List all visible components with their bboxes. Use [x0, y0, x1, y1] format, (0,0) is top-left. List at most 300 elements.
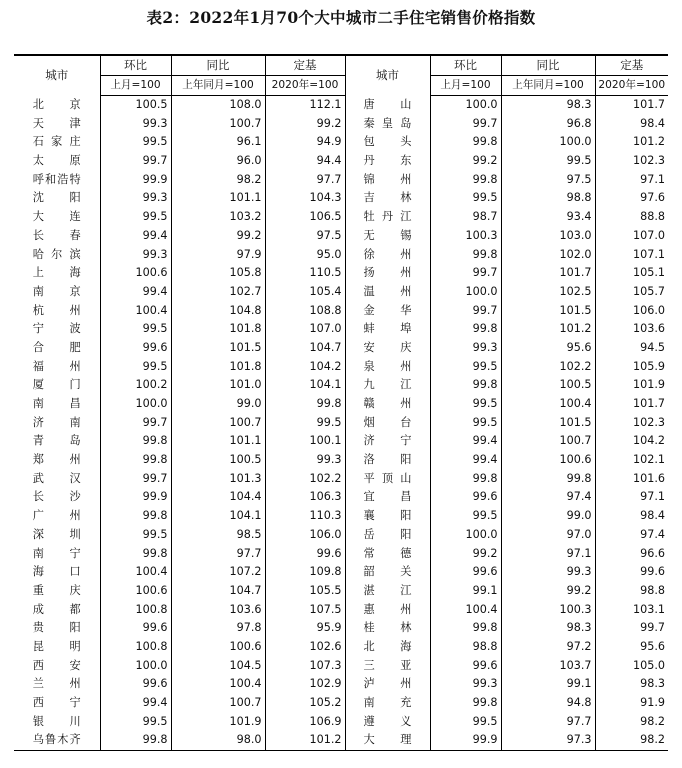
mom-cell: 100.3 [430, 227, 501, 246]
mom-cell: 99.8 [100, 545, 171, 564]
table-row [14, 302, 668, 321]
city-name: 南宁 [32, 546, 81, 560]
yoy-cell: 101.1 [171, 189, 265, 208]
base-cell: 98.8 [595, 582, 668, 601]
city-name: 重庆 [32, 583, 81, 597]
yoy-cell: 101.0 [171, 376, 265, 395]
city-cell [345, 283, 430, 302]
yoy-cell: 95.6 [501, 339, 595, 358]
city-cell [14, 133, 100, 152]
yoy-cell: 103.6 [171, 601, 265, 620]
mom-cell: 98.8 [430, 638, 501, 657]
mom-cell: 99.5 [430, 713, 501, 732]
mom-cell: 99.1 [430, 582, 501, 601]
city-name: 福州 [32, 359, 81, 373]
city-cell [14, 283, 100, 302]
yoy-header: 同比 [501, 55, 595, 76]
mom-cell: 99.5 [100, 320, 171, 339]
base-cell: 97.6 [595, 189, 668, 208]
city-cell [345, 414, 430, 433]
yoy-cell: 97.7 [501, 713, 595, 732]
subheader-row [14, 76, 668, 96]
base-cell: 99.6 [595, 563, 668, 582]
base-cell: 102.9 [265, 675, 345, 694]
base-cell: 102.3 [595, 414, 668, 433]
city-name: 哈尔滨 [32, 247, 81, 261]
city-name: 唐山 [363, 97, 412, 111]
city-cell [345, 582, 430, 601]
base-cell: 105.4 [265, 283, 345, 302]
city-name: 杭州 [32, 303, 81, 317]
city-name: 贵阳 [32, 621, 81, 635]
mom-cell: 99.4 [430, 451, 501, 470]
mom-cell: 99.9 [430, 731, 501, 750]
table-row [14, 171, 668, 190]
base-cell: 99.5 [265, 414, 345, 433]
base-cell: 101.6 [595, 470, 668, 489]
yoy-cell: 101.2 [501, 320, 595, 339]
table-row [14, 657, 668, 676]
base-cell: 99.3 [265, 451, 345, 470]
mom-cell: 100.8 [100, 638, 171, 657]
city-name: 韶关 [363, 565, 412, 579]
city-cell [345, 264, 430, 283]
city-name: 丹东 [363, 154, 412, 168]
city-cell [14, 264, 100, 283]
city-name: 吉林 [363, 191, 412, 205]
city-name: 包头 [363, 135, 412, 149]
yoy-cell: 97.0 [501, 526, 595, 545]
city-cell [345, 713, 430, 732]
mom-cell: 99.5 [100, 713, 171, 732]
base-cell: 102.1 [595, 451, 668, 470]
base-cell: 109.8 [265, 563, 345, 582]
city-cell [14, 638, 100, 657]
city-name: 金华 [363, 303, 412, 317]
base-cell: 97.1 [595, 171, 668, 190]
mom-cell: 99.8 [430, 470, 501, 489]
city-name: 郑州 [32, 453, 81, 467]
mom-cell: 99.7 [100, 414, 171, 433]
base-header: 定基 [595, 55, 668, 76]
yoy-cell: 103.2 [171, 208, 265, 227]
table-row [14, 115, 668, 134]
table-row [14, 96, 668, 115]
yoy-cell: 100.7 [171, 414, 265, 433]
city-cell [345, 488, 430, 507]
mom-cell: 99.7 [100, 152, 171, 171]
base-cell: 106.5 [265, 208, 345, 227]
yoy-cell: 99.3 [501, 563, 595, 582]
city-name: 西安 [32, 658, 81, 672]
mom-cell: 99.8 [430, 694, 501, 713]
table-row [14, 451, 668, 470]
city-name: 桂林 [363, 621, 412, 635]
mom-cell: 99.5 [100, 133, 171, 152]
mom-cell: 99.5 [100, 526, 171, 545]
table-row [14, 601, 668, 620]
mom-cell: 99.4 [430, 432, 501, 451]
mom-cell: 100.0 [100, 395, 171, 414]
city-name: 遵义 [363, 714, 412, 728]
base-cell: 103.6 [595, 320, 668, 339]
base-cell: 103.1 [595, 601, 668, 620]
city-name: 秦皇岛 [363, 116, 412, 130]
base-cell: 101.7 [595, 395, 668, 414]
base-cell: 95.0 [265, 246, 345, 265]
city-cell [345, 246, 430, 265]
base-cell: 102.3 [595, 152, 668, 171]
city-cell [14, 115, 100, 134]
city-cell [14, 619, 100, 638]
base-header: 定基 [265, 55, 345, 76]
base-cell: 94.5 [595, 339, 668, 358]
mom-subheader: 上月=100 [430, 76, 501, 96]
yoy-cell: 101.8 [171, 320, 265, 339]
yoy-cell: 102.0 [501, 246, 595, 265]
yoy-cell: 101.8 [171, 358, 265, 377]
yoy-cell: 104.5 [171, 657, 265, 676]
city-name: 海口 [32, 565, 81, 579]
mom-cell: 99.2 [430, 152, 501, 171]
mom-cell: 100.4 [100, 563, 171, 582]
city-cell [345, 115, 430, 134]
base-cell: 99.8 [265, 395, 345, 414]
base-cell: 106.9 [265, 713, 345, 732]
mom-cell: 99.8 [430, 171, 501, 190]
city-name: 长沙 [32, 490, 81, 504]
city-name: 天津 [32, 116, 81, 130]
city-cell [345, 675, 430, 694]
city-name: 锦州 [363, 172, 412, 186]
city-cell [345, 694, 430, 713]
mom-cell: 100.8 [100, 601, 171, 620]
city-cell [345, 133, 430, 152]
base-cell: 97.5 [265, 227, 345, 246]
city-name: 襄阳 [363, 509, 412, 523]
table-row [14, 470, 668, 489]
city-cell [345, 451, 430, 470]
city-name: 徐州 [363, 247, 412, 261]
yoy-cell: 97.5 [501, 171, 595, 190]
city-cell [14, 470, 100, 489]
city-cell [14, 563, 100, 582]
base-cell: 107.1 [595, 246, 668, 265]
header-row [14, 55, 668, 76]
base-cell: 105.9 [595, 358, 668, 377]
city-name: 九江 [363, 378, 412, 392]
city-name: 牡丹江 [363, 210, 412, 224]
mom-cell: 99.9 [100, 171, 171, 190]
city-cell [345, 432, 430, 451]
table-row [14, 619, 668, 638]
table-row [14, 227, 668, 246]
base-cell: 99.2 [265, 115, 345, 134]
mom-cell: 100.0 [430, 283, 501, 302]
table-row [14, 731, 668, 750]
mom-cell: 99.8 [430, 133, 501, 152]
city-name: 南京 [32, 284, 81, 298]
city-cell [14, 545, 100, 564]
base-cell: 105.7 [595, 283, 668, 302]
yoy-cell: 101.7 [501, 264, 595, 283]
base-cell: 101.7 [595, 96, 668, 115]
base-cell: 88.8 [595, 208, 668, 227]
city-name: 青岛 [32, 434, 81, 448]
base-cell: 105.0 [595, 657, 668, 676]
yoy-cell: 101.9 [171, 713, 265, 732]
yoy-cell: 100.5 [501, 376, 595, 395]
yoy-cell: 108.0 [171, 96, 265, 115]
yoy-cell: 97.3 [501, 731, 595, 750]
city-cell [345, 526, 430, 545]
table-row [14, 545, 668, 564]
base-cell: 105.2 [265, 694, 345, 713]
yoy-subheader: 上年同月=100 [171, 76, 265, 96]
base-cell: 102.2 [265, 470, 345, 489]
base-cell: 100.1 [265, 432, 345, 451]
city-cell [14, 601, 100, 620]
yoy-cell: 102.2 [501, 358, 595, 377]
yoy-header: 同比 [171, 55, 265, 76]
city-name: 沈阳 [32, 191, 81, 205]
table-row [14, 208, 668, 227]
yoy-cell: 100.4 [501, 395, 595, 414]
table-row [14, 694, 668, 713]
city-cell [345, 376, 430, 395]
mom-cell: 99.6 [100, 339, 171, 358]
city-name: 太原 [32, 154, 81, 168]
base-cell: 94.9 [265, 133, 345, 152]
yoy-cell: 99.2 [171, 227, 265, 246]
yoy-cell: 103.7 [501, 657, 595, 676]
yoy-cell: 98.8 [501, 189, 595, 208]
city-name: 温州 [363, 284, 412, 298]
city-cell [14, 152, 100, 171]
mom-cell: 99.8 [430, 320, 501, 339]
yoy-cell: 104.7 [171, 582, 265, 601]
city-cell [345, 320, 430, 339]
table-title: 表2：2022年1月70个大中城市二手住宅销售价格指数 [146, 8, 536, 27]
mom-cell: 100.6 [100, 264, 171, 283]
mom-cell: 99.3 [100, 189, 171, 208]
yoy-cell: 101.5 [501, 302, 595, 321]
base-subheader: 2020年=100 [595, 76, 668, 96]
table-row [14, 339, 668, 358]
base-cell: 104.1 [265, 376, 345, 395]
city-cell [345, 619, 430, 638]
mom-cell: 99.6 [100, 619, 171, 638]
table-row [14, 432, 668, 451]
city-cell [14, 171, 100, 190]
city-name: 无锡 [363, 228, 412, 242]
mom-cell: 99.8 [430, 619, 501, 638]
mom-cell: 100.5 [100, 96, 171, 115]
table-row [14, 488, 668, 507]
yoy-cell: 97.9 [171, 246, 265, 265]
mom-cell: 99.8 [100, 731, 171, 750]
base-cell: 101.2 [595, 133, 668, 152]
city-name: 武汉 [32, 471, 81, 485]
city-cell [14, 694, 100, 713]
yoy-cell: 98.0 [171, 731, 265, 750]
city-name: 宁波 [32, 322, 81, 336]
yoy-cell: 102.5 [501, 283, 595, 302]
mom-cell: 99.3 [430, 675, 501, 694]
yoy-cell: 100.6 [501, 451, 595, 470]
base-cell: 112.1 [265, 96, 345, 115]
city-cell [14, 320, 100, 339]
city-cell [345, 339, 430, 358]
base-cell: 95.6 [595, 638, 668, 657]
mom-cell: 99.8 [430, 376, 501, 395]
city-name: 湛江 [363, 583, 412, 597]
base-cell: 105.5 [265, 582, 345, 601]
table-body [14, 96, 668, 751]
table-row [14, 133, 668, 152]
mom-cell: 100.2 [100, 376, 171, 395]
city-name: 惠州 [363, 602, 412, 616]
table-row [14, 320, 668, 339]
table-row [14, 358, 668, 377]
base-cell: 110.5 [265, 264, 345, 283]
city-name: 泸州 [363, 677, 412, 691]
city-cell [14, 432, 100, 451]
mom-cell: 100.4 [430, 601, 501, 620]
yoy-subheader: 上年同月=100 [501, 76, 595, 96]
city-name: 常德 [363, 546, 412, 560]
city-cell [345, 302, 430, 321]
city-name: 三亚 [363, 658, 412, 672]
city-name: 长春 [32, 228, 81, 242]
base-cell: 106.3 [265, 488, 345, 507]
mom-cell: 99.8 [100, 432, 171, 451]
table-row [14, 675, 668, 694]
price-index-table [14, 54, 668, 751]
yoy-cell: 103.0 [501, 227, 595, 246]
city-name: 呼和浩特 [32, 172, 81, 186]
mom-cell: 99.3 [100, 246, 171, 265]
mom-cell: 99.5 [430, 189, 501, 208]
city-cell [345, 208, 430, 227]
yoy-cell: 98.3 [501, 96, 595, 115]
mom-cell: 100.0 [430, 96, 501, 115]
yoy-cell: 96.8 [501, 115, 595, 134]
yoy-cell: 102.7 [171, 283, 265, 302]
city-cell [14, 451, 100, 470]
yoy-cell: 104.1 [171, 507, 265, 526]
city-name: 平顶山 [363, 471, 412, 485]
mom-cell: 100.0 [100, 657, 171, 676]
city-cell [14, 358, 100, 377]
mom-header: 环比 [430, 55, 501, 76]
city-cell [345, 189, 430, 208]
city-name: 蚌埠 [363, 322, 412, 336]
base-cell: 97.4 [595, 526, 668, 545]
mom-cell: 99.5 [430, 358, 501, 377]
city-cell [14, 376, 100, 395]
base-cell: 101.2 [265, 731, 345, 750]
city-cell [14, 675, 100, 694]
mom-cell: 99.7 [430, 264, 501, 283]
yoy-cell: 104.4 [171, 488, 265, 507]
table-row [14, 152, 668, 171]
mom-cell: 99.4 [100, 283, 171, 302]
yoy-cell: 101.5 [171, 339, 265, 358]
yoy-cell: 100.7 [171, 694, 265, 713]
base-cell: 98.3 [595, 675, 668, 694]
city-header: 城市 [14, 55, 100, 96]
yoy-cell: 97.1 [501, 545, 595, 564]
mom-cell: 100.6 [100, 582, 171, 601]
city-cell [345, 152, 430, 171]
city-cell [345, 638, 430, 657]
yoy-cell: 100.5 [171, 451, 265, 470]
base-cell: 98.2 [595, 731, 668, 750]
city-name: 烟台 [363, 415, 412, 429]
city-name: 银川 [32, 714, 81, 728]
city-cell [345, 601, 430, 620]
mom-cell: 99.4 [100, 694, 171, 713]
table-row [14, 283, 668, 302]
table-row [14, 264, 668, 283]
table-row [14, 582, 668, 601]
yoy-cell: 100.7 [501, 432, 595, 451]
table-row [14, 713, 668, 732]
city-cell [14, 96, 100, 115]
yoy-cell: 101.1 [171, 432, 265, 451]
yoy-cell: 97.4 [501, 488, 595, 507]
base-cell: 96.6 [595, 545, 668, 564]
city-name: 济南 [32, 415, 81, 429]
yoy-cell: 99.0 [501, 507, 595, 526]
city-name: 赣州 [363, 397, 412, 410]
yoy-cell: 99.8 [501, 470, 595, 489]
yoy-cell: 104.8 [171, 302, 265, 321]
mom-cell: 100.0 [430, 526, 501, 545]
yoy-cell: 100.7 [171, 115, 265, 134]
base-cell: 94.4 [265, 152, 345, 171]
base-cell: 104.2 [265, 358, 345, 377]
city-cell [345, 470, 430, 489]
yoy-cell: 97.7 [171, 545, 265, 564]
base-cell: 98.4 [595, 507, 668, 526]
mom-cell: 99.8 [430, 246, 501, 265]
base-cell: 102.6 [265, 638, 345, 657]
mom-cell: 99.5 [100, 358, 171, 377]
city-cell [345, 358, 430, 377]
city-name: 深圳 [32, 527, 81, 541]
yoy-cell: 100.3 [501, 601, 595, 620]
city-cell [14, 488, 100, 507]
mom-cell: 99.7 [430, 302, 501, 321]
city-cell [345, 545, 430, 564]
yoy-cell: 99.5 [501, 152, 595, 171]
yoy-cell: 98.3 [501, 619, 595, 638]
yoy-cell: 98.2 [171, 171, 265, 190]
city-name: 泉州 [363, 359, 412, 373]
mom-cell: 100.4 [100, 302, 171, 321]
table-row [14, 395, 668, 414]
mom-cell: 99.8 [100, 507, 171, 526]
city-cell [345, 657, 430, 676]
city-name: 洛阳 [363, 453, 412, 467]
city-cell [345, 731, 430, 750]
city-cell [14, 302, 100, 321]
base-cell: 110.3 [265, 507, 345, 526]
base-cell: 98.4 [595, 115, 668, 134]
city-name: 厦门 [32, 378, 81, 392]
